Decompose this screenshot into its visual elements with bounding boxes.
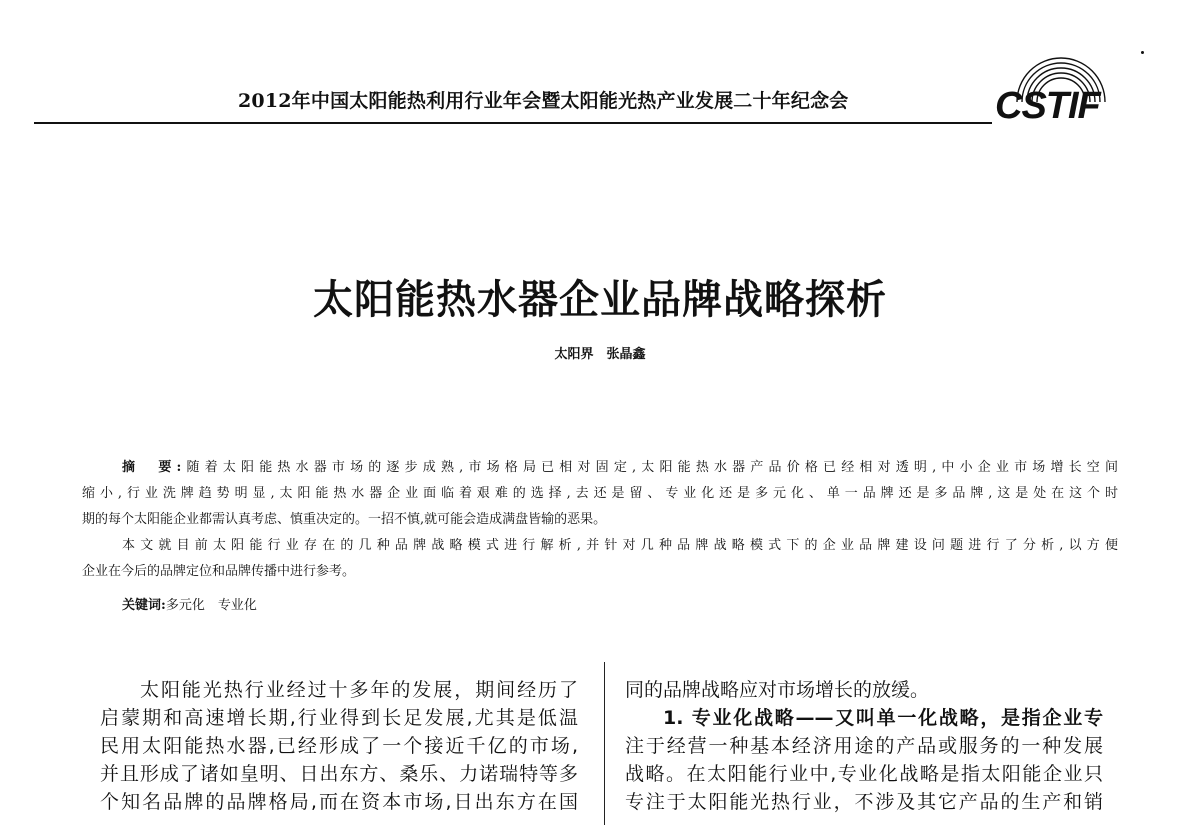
body-line: 并且形成了诸如皇明、日出东方、桑乐、力诺瑞特等多 — [100, 763, 578, 785]
article-authors: 太阳界 张晶鑫 — [554, 347, 646, 362]
article-title: 太阳能热水器企业品牌战略探析 — [313, 276, 887, 323]
body-line: 注于经营一种基本经济用途的产品或服务的一种发展 — [625, 735, 1103, 757]
body-line: 民用太阳能热水器,已经形成了一个接近千亿的市场, — [100, 735, 578, 757]
abstract-line: 期的每个太阳能企业都需认真考虑、慎重决定的。一招不慎,就可能会造成满盘皆输的恶果。 — [82, 512, 607, 527]
body-line: 战略。在太阳能行业中,专业化战略是指太阳能企业只 — [625, 763, 1103, 785]
section-heading-line: 1. 专业化战略——又叫单一化战略，是指企业专 — [663, 707, 1103, 729]
header-rule — [34, 122, 992, 124]
keywords-value: 多元化 专业化 — [165, 598, 257, 613]
body-right-column — [625, 676, 1103, 816]
abstract-label: 摘 要: — [122, 460, 182, 475]
logo-text: CSTIF — [995, 85, 1100, 127]
abstract-line: 本文就目前太阳能行业存在的几种品牌战略模式进行解析,并针对几种品牌战略模式下的企业品牌建设问题进行了分析,以方便 — [122, 538, 1118, 553]
body-line: 启蒙期和高速增长期,行业得到长足发展,尤其是低温 — [100, 707, 578, 729]
body-line: 专注于太阳能光热行业，不涉及其它产品的生产和销 — [625, 791, 1103, 813]
body-line: 同的品牌战略应对市场增长的放缓。 — [625, 679, 930, 701]
body-line: 太阳能光热行业经过十多年的发展，期间经历了 — [140, 679, 578, 701]
keywords — [122, 594, 257, 613]
abstract-line: 缩小,行业洗牌趋势明显,太阳能热水器企业面临着艰难的选择,去还是留、专业化还是多元化、单一品牌还是多品牌,这是处在这个时 — [82, 486, 1118, 501]
scan-speck — [1141, 51, 1144, 54]
abstract — [82, 455, 1118, 585]
body-line: 个知名品牌的品牌格局,而在资本市场,日出东方在国 — [100, 791, 578, 813]
cstif-logo — [995, 48, 1125, 128]
body-left-column — [100, 676, 578, 816]
abstract-line: 摘 要:随着太阳能热水器市场的逐步成熟,市场格局已相对固定,太阳能热水器产品价格已经相对透明,中小企业市场增长空间 — [122, 460, 1118, 475]
abstract-line: 企业在今后的品牌定位和品牌传播中进行参考。 — [82, 564, 356, 579]
conference-header: 2012年中国太阳能热利用行业年会暨太阳能光热产业发展二十年纪念会 — [238, 90, 849, 112]
keywords-label: 关键词: — [122, 598, 166, 613]
column-divider — [604, 662, 605, 825]
